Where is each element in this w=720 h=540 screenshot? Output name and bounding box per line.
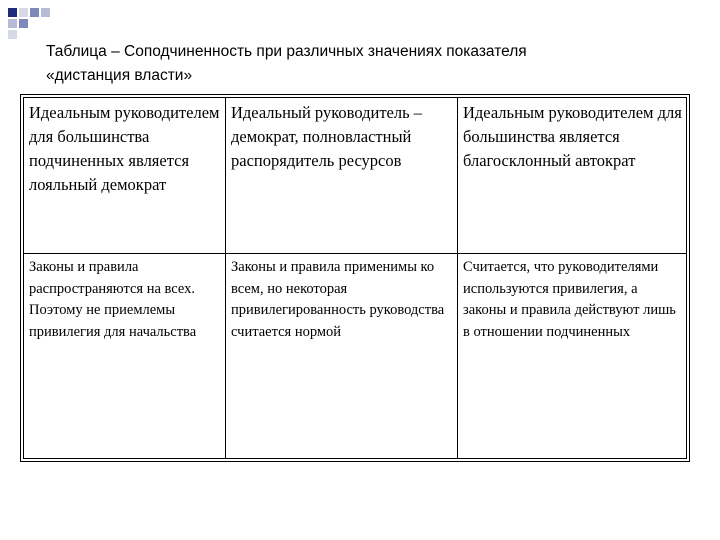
table-row [24, 98, 687, 254]
decorative-square-mid [30, 8, 39, 17]
table-cell: Идеальным руководителем для большинства является благосклонный автократ [458, 98, 687, 254]
slide-title-line-1: Таблица – Соподчиненность при различных значениях показателя [46, 43, 527, 60]
decorative-square-pale [41, 8, 50, 17]
decorative-square-pale [8, 19, 17, 28]
table-row [24, 254, 687, 459]
comparison-table [23, 97, 687, 459]
table-frame [20, 94, 690, 462]
slide-title [46, 40, 706, 88]
decorative-square-dark [8, 8, 17, 17]
decorative-square-light [19, 8, 28, 17]
slide-title-line-2: «дистанция власти» [46, 67, 193, 84]
table-cell: Считается, что руководителями используются привилегия, а законы и правила действуют лишь в отношении подчиненных [458, 254, 687, 459]
table-cell: Идеальным руководителем для большинства подчиненных является лояльный демократ [24, 98, 226, 254]
decorative-square-light [8, 30, 17, 39]
table-cell: Законы и правила применимы ко всем, но некоторая привилегированность руководства считается нормой [226, 254, 458, 459]
table-cell: Законы и правила распространяются на всех. Поэтому не приемлемы привилегия для начальства [24, 254, 226, 459]
table-cell: Идеальный руководитель – демократ, полновластный распорядитель ресурсов [226, 98, 458, 254]
decorative-square-mid [19, 19, 28, 28]
